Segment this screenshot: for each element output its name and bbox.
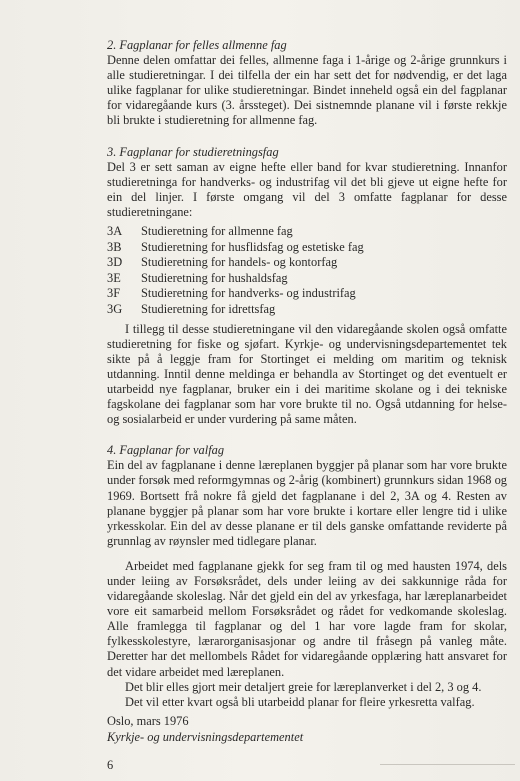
section-2-paragraph: Denne delen omfattar dei felles, allmenne faga i 1-årige og 2-årige grunnkurs i alle studieretningar. I dei tilfella der ein har sett det for nødvendig, er det laga ulike fagplanar for ulike studieretningar. Bindet inneheld også ein del fagplanar for vidaregåande kurs (3. årssteget). Dei sistnemnde planane vil i første rekkje bli brukte i studieretning for allmenne fag. bbox=[107, 53, 507, 128]
section-4-heading: 4. Fagplanar for valfag bbox=[107, 443, 225, 458]
list-item-text: Studieretning for hushaldsfag bbox=[141, 270, 288, 285]
signature-ministry: Kyrkje- og undervisningsdepartementet bbox=[107, 730, 304, 744]
section-4 bbox=[107, 443, 507, 710]
section-2-heading: 2. Fagplanar for felles allmenne fag bbox=[107, 38, 287, 52]
list-item-code: 3G bbox=[107, 302, 123, 316]
section-3-heading: 3. Fagplanar for studieretningsfag bbox=[107, 144, 279, 159]
list-item bbox=[107, 255, 507, 271]
list-item bbox=[107, 302, 507, 318]
list-item-code: 3F bbox=[107, 286, 121, 301]
section-4-paragraph-3: Det blir elles gjort meir detaljert greie for læreplanverket i del 2, 3 og 4. bbox=[125, 679, 482, 694]
section-2 bbox=[107, 38, 507, 129]
section-3 bbox=[107, 145, 507, 428]
list-item-text: Studieretning for idrettsfag bbox=[141, 302, 276, 316]
footer-divider bbox=[380, 764, 515, 765]
list-item-code: 3E bbox=[107, 270, 121, 285]
section-3-paragraph: Del 3 er sett saman av eigne hefte eller band for kvar studieretning. Innanfor studieretninga for handverks- og industrifag vil det bli gjeve ut eigne hefte for ein del linjer. I første omgang vil del 3 omfatte fagplanar for desse studieretningane: bbox=[107, 159, 507, 219]
list-item-code: 3A bbox=[107, 224, 123, 239]
list-item-text: Studieretning for husflidsfag og estetiske fag bbox=[141, 239, 364, 254]
closing-block bbox=[107, 713, 303, 745]
studieretning-list bbox=[107, 224, 507, 318]
document-body bbox=[107, 38, 507, 710]
section-3-paragraph-2: I tillegg til desse studieretningane vil den vidaregåande skolen også omfatte studieretning for fiske og sjøfart. Kyrkje- og undervisningsdepartementet tek sikte på å leggje fram for Stortinget ei melding om maritim og teknisk utdanning. Inntil denne meldinga er behandla av Stortinget og det eventuelt er utarbeidd nye fagplanar, bruker ein i dei maritime skolane og i dei tekniske fagskolane dei fagplanar som har vore brukte til no. Også utdanning for helse- og sosialarbeid er under vurdering på same måten. bbox=[107, 321, 507, 427]
list-item-text: Studieretning for allmenne fag bbox=[141, 224, 293, 239]
list-item-text: Studieretning for handels- og kontorfag bbox=[141, 255, 338, 270]
list-item-text: Studieretning for handverks- og industrifag bbox=[141, 286, 356, 301]
list-item bbox=[107, 271, 507, 287]
section-4-paragraph-4: Det vil etter kvart også bli utarbeidd planar for fleire yrkesretta valfag. bbox=[125, 694, 475, 709]
list-item bbox=[107, 286, 507, 302]
section-4-paragraph-2: Arbeidet med fagplanane gjekk for seg fram til og med hausten 1974, dels under leiing av Forsøksrådet, dels under leiing av dei sakkunnige råda for vidaregåande skoleslag. Når det gjeld ein del av yrkesfaga, har læreplanarbeidet vore eit samarbeid mellom Forsøksrådet og rådet for vedkomande skoleslag. Alle framlegga til fagplanar og del 1 har vore lagde fram for skolar, fylkesskolestyre, lærarorganisasjonar og andre til fråsegn på vanleg måte. Deretter har det mellombels Rådet for vidaregåande opplæring hatt ansvaret for det vidare arbeidet med læreplanen. bbox=[107, 558, 507, 679]
list-item bbox=[107, 240, 507, 256]
page-number: 6 bbox=[107, 758, 114, 772]
list-item-code: 3B bbox=[107, 239, 122, 254]
list-item bbox=[107, 224, 507, 240]
section-4-paragraph: Ein del av fagplanane i denne læreplanen byggjer på planar som har vore brukte under forsøk med reformgymnas og 2-årig (kombinert) grunnkurs sidan 1968 og 1969. Bortsett frå nokre få gjeld det fagplanane i del 2, 3A og 4. Resten av planane byggjer på planar som har vore brukte i kortare eller lengre tid i ulike yrkesskolar. Ein del av desse planane er til dels ganske omfattande reviderte på grunnlag av røynsler med tidlegare planar. bbox=[107, 458, 507, 548]
list-item-code: 3D bbox=[107, 255, 123, 270]
place-date: Oslo, mars 1976 bbox=[107, 714, 189, 728]
